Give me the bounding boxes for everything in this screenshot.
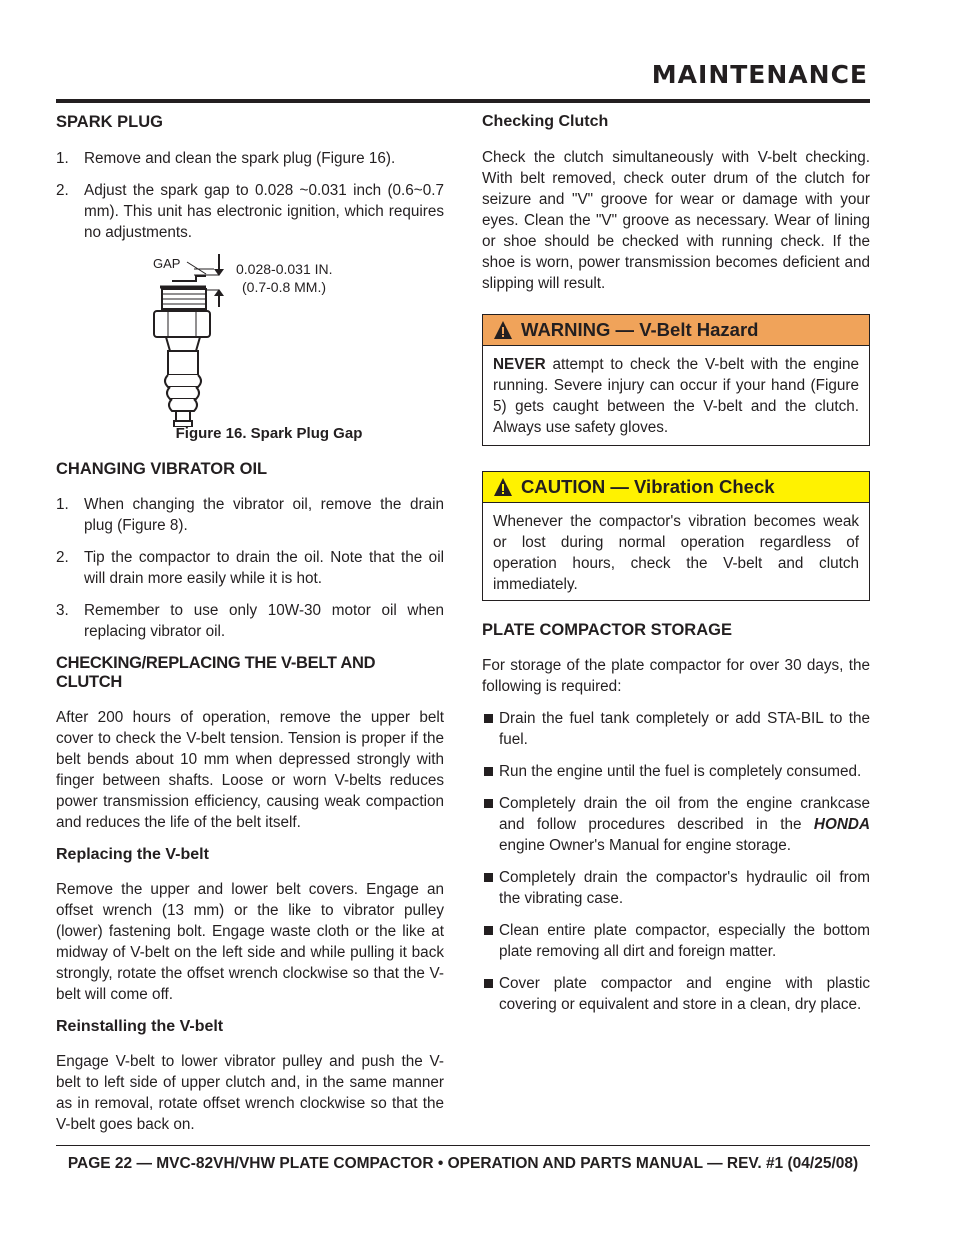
- step-text: When changing the vibrator oil, remove the drain plug (Figure 8).: [84, 496, 444, 534]
- replacing-vbelt-text: Remove the upper and lower belt covers. Engage an offset wrench (13 mm) or the like to vibrator pulley (lower) fastening bolt. Engage waste cloth or the like at midway of V-belt on the left side and while pulling it back strongly, rotate the offset wrench clockwise so that the V-belt will come off.: [56, 881, 444, 1003]
- warning-message: attempt to check the V-belt with the engine running. Severe injury can occur if your hand (Figure 5) gets caught between the V-belt and the clutch. Always use safety gloves.: [493, 356, 859, 436]
- honda-brand: HONDA: [813, 816, 870, 833]
- storage-item-text: Completely drain the oil from the engine crankcase and follow procedures described in the: [499, 795, 870, 833]
- storage-item-text: Completely drain the compactor's hydraulic oil from the vibrating case.: [499, 869, 870, 907]
- reinstalling-vbelt-text: Engage V-belt to lower vibrator pulley and push the V-belt to left side of upper clutch and, in the same manner as in removal, rotate offset wrench clockwise so that the V-belt goes back on.: [56, 1053, 444, 1133]
- checking-clutch-heading: Checking Clutch: [482, 113, 609, 130]
- gap-measure-inches: 0.028-0.031 IN.: [236, 261, 333, 277]
- list-item: [482, 973, 870, 1015]
- page-footer: PAGE 22 — MVC-82VH/VHW PLATE COMPACTOR • OPERATION AND PARTS MANUAL — REV. #1 (04/25/08): [67, 1155, 859, 1172]
- replacing-vbelt-heading: Replacing the V-belt: [56, 846, 209, 863]
- caution-title: CAUTION — Vibration Check: [521, 476, 775, 497]
- list-item: [56, 494, 444, 536]
- step-number: 2.: [56, 549, 69, 566]
- gap-measure-mm: (0.7-0.8 MM.): [242, 279, 327, 295]
- spark-plug-figure: [56, 249, 444, 449]
- warning-title: WARNING — V-Belt Hazard: [521, 319, 759, 340]
- left-column: [56, 113, 444, 1135]
- storage-item-text: Run the engine until the fuel is completely consumed.: [499, 763, 862, 780]
- warning-box: [482, 314, 870, 446]
- checking-clutch-text: Check the clutch simultaneously with V-belt checking. With belt removed, check outer drum of the clutch for seizure and "V" groove for wear or damage with your eyes. Clean the "V" groove as necessary. Wear of lining or shoe should be checked with running check. If the shoe is worn, power transmission becomes deficient and slipping will result.: [482, 149, 870, 292]
- list-item: [482, 920, 870, 962]
- step-number: 1.: [56, 150, 69, 167]
- warning-lead: NEVER: [493, 356, 546, 373]
- caution-box: [482, 471, 870, 601]
- step-text: Tip the compactor to drain the oil. Note that the oil will drain more easily while it is hot.: [84, 549, 444, 587]
- reinstalling-vbelt-heading: Reinstalling the V-belt: [56, 1018, 224, 1035]
- step-number: 2.: [56, 182, 69, 199]
- storage-intro: For storage of the plate compactor for over 30 days, the following is required:: [482, 657, 870, 695]
- step-text: Remember to use only 10W-30 motor oil when replacing vibrator oil.: [84, 602, 444, 640]
- list-item: [56, 547, 444, 589]
- storage-item-text: Clean entire plate compactor, especially the bottom plate removing all dirt and foreign matter.: [499, 922, 870, 960]
- page-title: MAINTENANCE: [651, 60, 868, 89]
- warning-body: [483, 346, 869, 448]
- warning-text: [493, 354, 859, 438]
- caution-body: [483, 503, 869, 605]
- caution-triangle-icon: [493, 477, 513, 497]
- storage-item-text: engine Owner's Manual for engine storage.: [499, 837, 792, 854]
- storage-heading: PLATE COMPACTOR STORAGE: [482, 621, 732, 639]
- header-rule: [56, 99, 870, 103]
- list-item: [482, 708, 870, 750]
- right-column: [482, 113, 870, 1026]
- step-number: 1.: [56, 496, 69, 513]
- warning-header: [483, 315, 869, 346]
- storage-list: [482, 708, 870, 1015]
- list-item: [482, 793, 870, 856]
- list-item: [56, 148, 444, 169]
- caution-text: Whenever the compactor's vibration becomes weak or lost during normal operation regardless of operation hours, check the V-belt and clutch immediately.: [493, 513, 859, 593]
- storage-item-text: Drain the fuel tank completely or add STA-BIL to the fuel.: [499, 710, 870, 748]
- warning-triangle-icon: [493, 320, 513, 340]
- step-text: Remove and clean the spark plug (Figure 16).: [84, 150, 396, 167]
- list-item: [56, 180, 444, 243]
- vbelt-heading: CHECKING/REPLACING THE V-BELT AND CLUTCH: [56, 654, 376, 691]
- step-text: Adjust the spark gap to 0.028 ~0.031 inch (0.6~0.7 mm). This unit has electronic ignition, which requires no adjustments.: [84, 182, 444, 241]
- caution-header: [483, 472, 869, 503]
- figure-caption: Figure 16. Spark Plug Gap: [175, 425, 363, 442]
- spark-plug-steps: [56, 148, 444, 243]
- storage-item-text: Cover plate compactor and engine with plastic covering or equivalent and store in a clean, dry place.: [499, 975, 870, 1013]
- vibrator-oil-heading: CHANGING VIBRATOR OIL: [56, 460, 268, 478]
- list-item: [482, 761, 870, 782]
- vibrator-oil-steps: [56, 494, 444, 642]
- vbelt-text: After 200 hours of operation, remove the upper belt cover to check the V-belt tension. Tension is proper if the belt bends about 10 mm when depressed strongly with finger between shafts. Loose or worn V-belts reduces power transmission efficiency, causing weak compaction and reduces the life of the belt itself.: [56, 709, 444, 831]
- list-item: [56, 600, 444, 642]
- spark-plug-heading: SPARK PLUG: [56, 113, 163, 131]
- step-number: 3.: [56, 602, 69, 619]
- gap-label: GAP: [153, 256, 181, 271]
- list-item: [482, 867, 870, 909]
- footer-rule: [56, 1145, 870, 1146]
